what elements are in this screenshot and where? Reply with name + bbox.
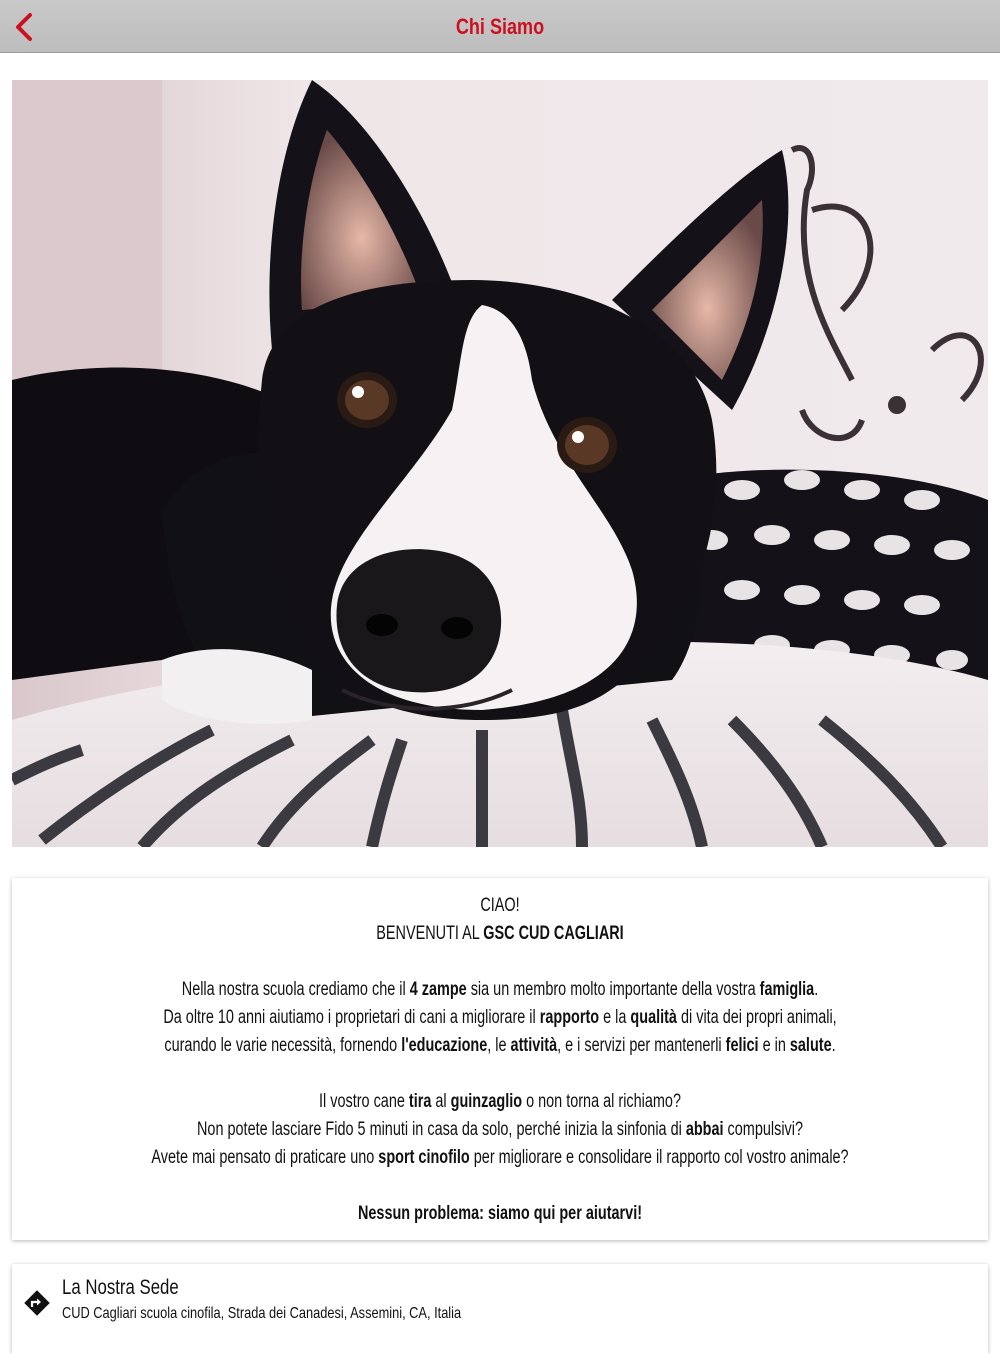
navigation-bar [0, 0, 1000, 53]
welcome-line: BENVENUTI AL GSC CUD CAGLIARI [376, 923, 624, 944]
closing-line: Nessun problema: siamo qui per aiutarvi! [357, 1203, 643, 1224]
intro-text [82, 878, 918, 1240]
intro-paragraph-1-line-2: Da oltre 10 anni aiutiamo i proprietari di cani a migliorare il rapporto e la qualità di vita dei propri animali, [163, 1007, 837, 1028]
intro-paragraph-1-line-3: curando le varie necessità, fornendo l'educazione, le attività, e i servizi per mantenerli felici e in salute. [164, 1035, 836, 1056]
greeting: CIAO! [480, 895, 520, 916]
location-address: CUD Cagliari scuola cinofila, Strada dei Canadesi, Assemini, CA, Italia [62, 1305, 462, 1322]
directions-icon [24, 1290, 50, 1316]
page-title: Chi Siamo [455, 14, 545, 39]
location-item[interactable] [12, 1264, 988, 1354]
intro-paragraph-2-line-3: Avete mai pensato di praticare uno sport cinofilo per migliorare e consolidare il rapporto col vostro animale? [151, 1147, 849, 1168]
intro-paragraph-2-line-2: Non potete lasciare Fido 5 minuti in casa da solo, perché inizia la sinfonia di abbai compulsivi? [196, 1119, 804, 1140]
intro-card [12, 878, 988, 1240]
back-button[interactable] [0, 0, 48, 53]
chevron-left-icon [13, 12, 35, 42]
hero-dog-image [12, 80, 988, 847]
location-title: La Nostra Sede [62, 1276, 179, 1299]
intro-paragraph-2-line-1: Il vostro cane tira al guinzaglio o non torna al richiamo? [319, 1091, 681, 1112]
intro-paragraph-1-line-1: Nella nostra scuola crediamo che il 4 zampe sia un membro molto importante della vostra famiglia. [181, 979, 819, 1000]
